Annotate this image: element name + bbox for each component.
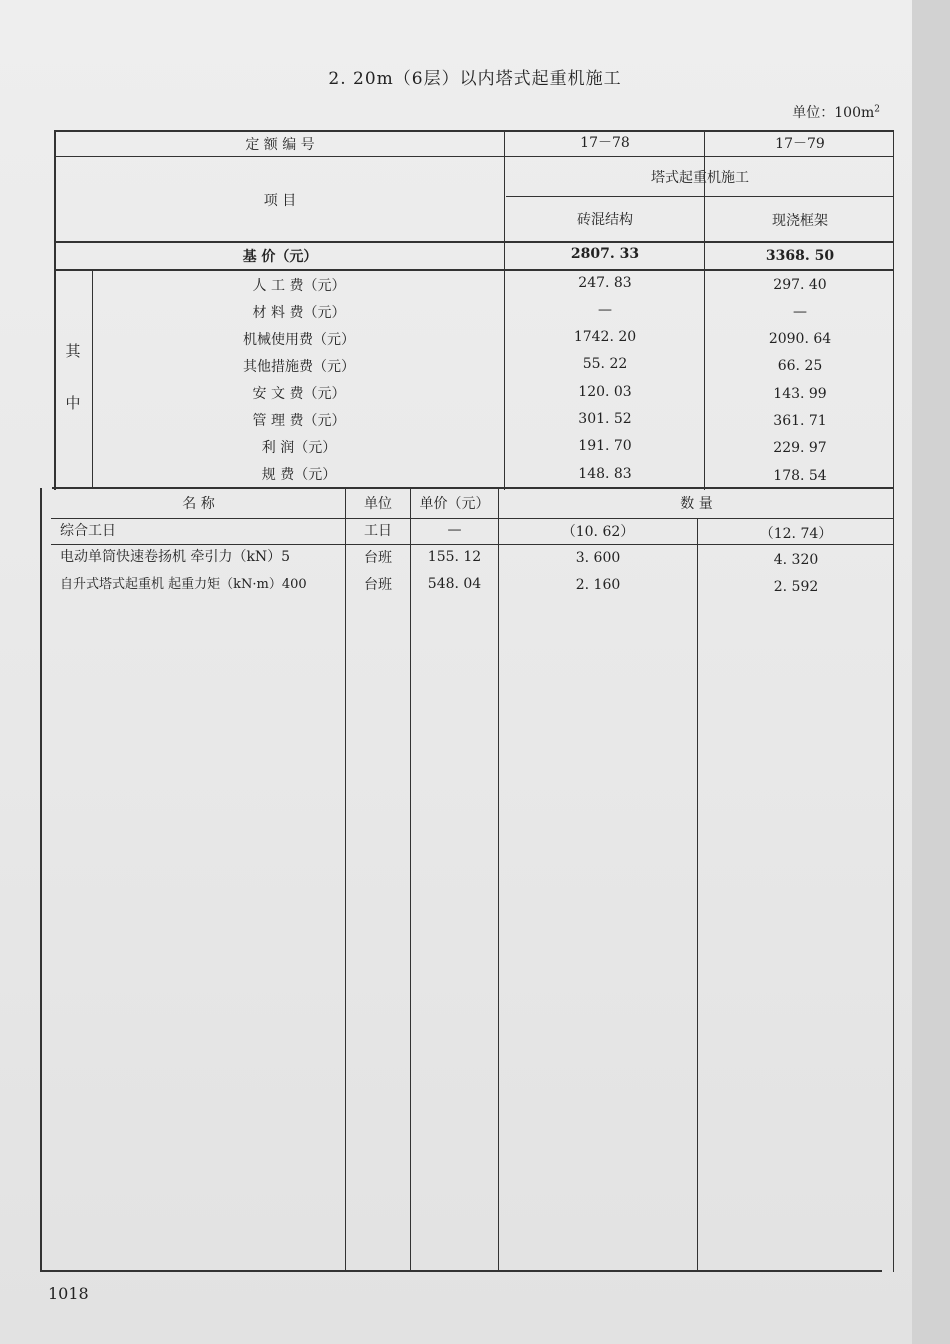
breakdown-label: 其他措施费（元） — [243, 359, 355, 375]
rule — [56, 156, 894, 157]
resource-unit-header: 单位 — [364, 496, 392, 512]
resource-qty: （10. 62） — [561, 524, 635, 540]
breakdown-value: 247. 83 — [578, 275, 632, 291]
rule — [54, 269, 894, 271]
breakdown-value: — — [598, 302, 612, 318]
breakdown-value: 361. 71 — [773, 413, 827, 429]
breakdown-label-top: 其 — [65, 342, 81, 360]
breakdown-label: 管 理 费（元） — [252, 413, 346, 429]
rule — [504, 130, 505, 490]
breakdown-label: 人 工 费（元） — [252, 278, 346, 294]
rule — [506, 196, 894, 197]
breakdown-label: 规 费（元） — [261, 467, 337, 483]
resource-price: 155. 12 — [427, 549, 482, 565]
rule-bottom — [40, 1270, 882, 1272]
breakdown-label: 材 料 费（元） — [252, 305, 346, 321]
breakdown-label: 利 润（元） — [261, 440, 337, 456]
resource-name: 综合工日 — [60, 523, 116, 539]
rule — [92, 270, 93, 488]
quota-code-2: 17－79 — [775, 136, 825, 152]
subhead-1: 砖混结构 — [577, 212, 633, 228]
rule-left — [40, 488, 42, 1272]
rule — [410, 488, 411, 1272]
breakdown-value: — — [793, 304, 807, 320]
rule — [697, 518, 698, 1272]
resource-price-header: 单价（元） — [419, 496, 490, 512]
resource-price: 548. 04 — [427, 576, 482, 592]
resource-qty: 4. 320 — [773, 552, 819, 568]
resource-price: — — [447, 522, 462, 538]
base-price-1: 2807. 33 — [570, 246, 640, 262]
page-number: 1018 — [48, 1284, 89, 1303]
breakdown-value: 2090. 64 — [768, 331, 832, 347]
subhead-2: 现浇框架 — [772, 213, 828, 229]
breakdown-label: 安 文 费（元） — [252, 386, 346, 402]
breakdown-value: 66. 25 — [777, 358, 823, 374]
breakdown-value: 120. 03 — [578, 384, 632, 400]
section-title: 2. 20m（6层）以内塔式起重机施工 — [328, 69, 622, 89]
breakdown-value: 148. 83 — [578, 466, 632, 482]
resource-qty: 2. 160 — [575, 577, 621, 593]
item-label: 项 目 — [263, 193, 297, 209]
quota-code-1: 17－78 — [580, 135, 630, 151]
breakdown-label-bottom: 中 — [65, 394, 81, 412]
breakdown-value: 143. 99 — [773, 386, 827, 402]
resource-name-header: 名 称 — [182, 496, 215, 512]
rule — [498, 488, 499, 1272]
rule — [345, 488, 346, 1272]
quota-code-label: 定 额 编 号 — [245, 137, 315, 153]
breakdown-value: 297. 40 — [773, 277, 827, 293]
resource-unit: 台班 — [364, 550, 392, 566]
breakdown-value: 301. 52 — [578, 411, 632, 427]
resource-unit: 工日 — [364, 523, 392, 539]
breakdown-value: 191. 70 — [578, 438, 632, 454]
resource-name: 自升式塔式起重机 起重力矩（kN·m）400 — [60, 576, 307, 592]
base-price-label: 基 价（元） — [242, 249, 318, 265]
resource-qty: 2. 592 — [773, 579, 819, 595]
resource-unit: 台班 — [364, 577, 392, 593]
unit-note: 单位：$100m^2$ — [792, 104, 880, 121]
resource-qty: 3. 600 — [575, 550, 621, 566]
resource-name: 电动单筒快速卷扬机 牵引力（kN）5 — [60, 549, 291, 565]
breakdown-value: 55. 22 — [582, 356, 628, 372]
base-price-2: 3368. 50 — [765, 248, 835, 264]
resource-qty-header: 数 量 — [680, 496, 713, 512]
group-label: 塔式起重机施工 — [651, 170, 749, 186]
breakdown-value: 1742. 20 — [573, 329, 637, 345]
breakdown-label: 机械使用费（元） — [243, 332, 355, 348]
breakdown-value: 178. 54 — [773, 468, 827, 484]
resource-qty: （12. 74） — [759, 526, 833, 542]
breakdown-value: 229. 97 — [773, 440, 827, 456]
